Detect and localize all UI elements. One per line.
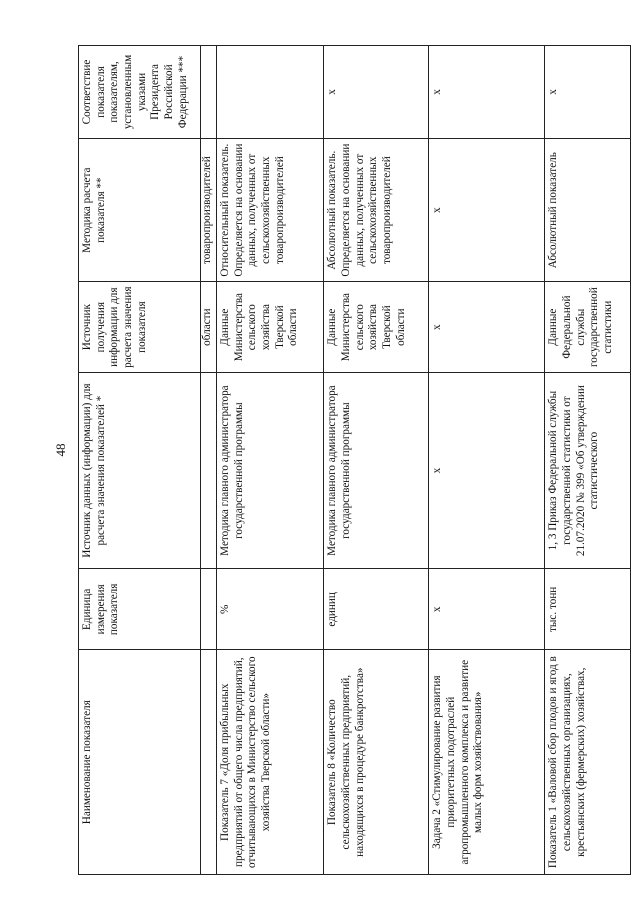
header-name: Наименование показателя: [79, 650, 201, 875]
cont-origin: области: [201, 282, 217, 373]
header-unit: Единица измерения показателя: [79, 569, 201, 650]
row-source: х: [429, 372, 545, 568]
row-unit: единиц: [324, 569, 429, 650]
cont-name: [201, 650, 217, 875]
continuation-row: [201, 46, 217, 875]
row-match: х: [545, 46, 631, 139]
row-unit: %: [217, 569, 324, 650]
cont-source: [201, 372, 217, 568]
cont-unit: [201, 569, 217, 650]
row-match: х: [429, 46, 545, 139]
rotated-table-wrapper: [78, 45, 631, 875]
cont-method: товаропроизводителей: [201, 138, 217, 281]
row-origin: Данные Федеральной службы государственной статистики: [545, 282, 631, 373]
row-source: 1, 3 Приказ Федеральной службы государственной статистики от 21.07.2020 № 399 «Об утверждении статистического: [545, 372, 631, 568]
header-origin: Источник получения информации для расчета значения показателя: [79, 282, 201, 373]
header-row: [79, 46, 201, 875]
row-origin: Данные Министерства сельского хозяйства Тверской области: [217, 282, 324, 373]
row-unit: тыс. тонн: [545, 569, 631, 650]
table-row: [324, 46, 429, 875]
row-method: х: [429, 138, 545, 281]
table-row: [217, 46, 324, 875]
row-method: Абсолютный показатель: [545, 138, 631, 281]
row-method: Относительный показатель. Определяется на основании данных, полученных от сельскохозяйственных товаропроизводителей: [217, 138, 324, 281]
header-match: Соответствие показателя показателям, установленным указами Президента Российской Федерации ***: [79, 46, 201, 139]
row-name: Показатель 1 «Валовой сбор плодов и ягод в сельскохозяйственных организациях, крестьянских (фермерских) хозяйствах,: [545, 650, 631, 875]
row-source: Методика главного администратора государственной программы: [324, 372, 429, 568]
row-source: Методика главного администратора государственной программы: [217, 372, 324, 568]
row-match: [217, 46, 324, 139]
row-name: Показатель 7 «Доля прибыльных предприятий от общего числа предприятий, отчитывающихся в Министерство сельского хозяйства Тверской области»: [217, 650, 324, 875]
row-unit: х: [429, 569, 545, 650]
page-number: 48: [53, 443, 68, 457]
header-method: Методика расчета показателя **: [79, 138, 201, 281]
header-source: Источник данных (информации) для расчета значения показателей *: [79, 372, 201, 568]
row-origin: Данные Министерства сельского хозяйства Тверской области: [324, 282, 429, 373]
cont-match: [201, 46, 217, 139]
table-row: [545, 46, 631, 875]
row-name: Задача 2 «Стимулирование развития приоритетных подотраслей агропромышленного комплекса и развитие малых форм хозяйствования»: [429, 650, 545, 875]
row-match: х: [324, 46, 429, 139]
row-origin: х: [429, 282, 545, 373]
row-name: Показатель 8 «Количество сельскохозяйственных предприятий, находящихся в процедуре банкротства»: [324, 650, 429, 875]
table-row: [429, 46, 545, 875]
indicators-table: [78, 45, 631, 875]
row-method: Абсолютный показатель. Определяется на основании данных, полученных от сельскохозяйственных товаропроизводителей: [324, 138, 429, 281]
